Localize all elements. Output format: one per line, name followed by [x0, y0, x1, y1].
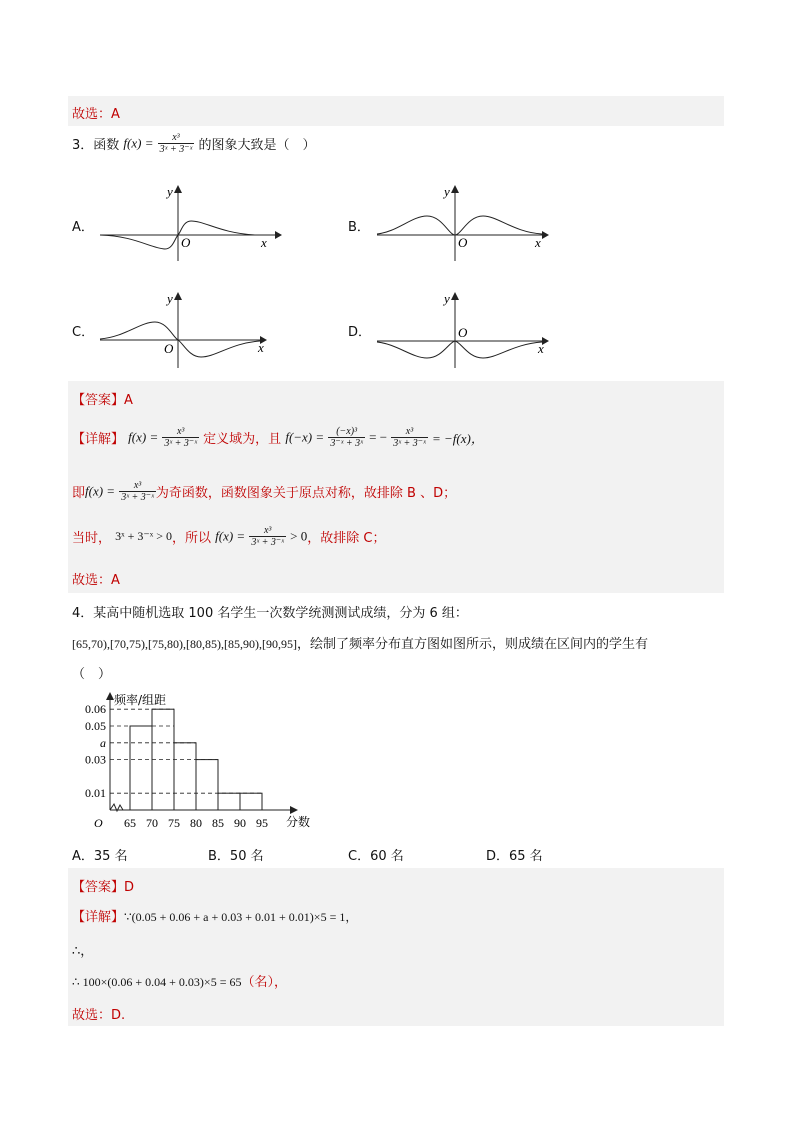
q3-d1-den3: 3ˣ + 3⁻ˣ: [393, 438, 426, 449]
q3-d3-ineq: 3ˣ + 3⁻ˣ > 0: [115, 529, 172, 543]
histogram-ytick-label: a: [100, 735, 106, 750]
q3-answer: [72, 389, 133, 408]
histogram-ytick-label: 0.03: [85, 752, 106, 767]
q3-d1-num: x³: [162, 426, 199, 438]
q3-d3-suffix: ，故排除 C；: [307, 531, 386, 546]
histogram-xtick-label: 70: [146, 816, 158, 830]
origin-label: O: [181, 235, 191, 250]
q3-d2-fx: f(x) =: [85, 483, 116, 499]
q3-d1-tail: = −f(x)，: [432, 431, 484, 446]
q3-detail-label: 【详解】: [72, 432, 125, 447]
q4-answer-label: 【答案】: [72, 880, 125, 895]
x-arrow: [542, 231, 549, 239]
q4-option-c: C．60 名: [348, 849, 404, 864]
histogram-bar: [130, 726, 152, 810]
q3-d1-num3: x³: [391, 426, 428, 438]
q3-detail-line2: [72, 480, 456, 503]
q4-paren: （ ）: [72, 667, 112, 682]
q4-detail-line1: [72, 906, 357, 925]
q3-d1-num2: (−x)³: [328, 426, 365, 438]
q3-d3-gt: > 0: [290, 528, 308, 544]
histogram-bar: [240, 793, 262, 810]
q3-numerator: x³: [158, 132, 195, 144]
histogram-xtick-label: 80: [190, 816, 202, 830]
histogram-bar: [174, 743, 196, 810]
q3-d2-frac: [119, 480, 156, 503]
q3-option-c-label: C．: [72, 325, 95, 340]
q4-detail-line3: [72, 971, 287, 990]
q3-detail-line1: [72, 426, 484, 449]
histogram-x-arrow: [290, 806, 298, 814]
q3-option-a-label: A．: [72, 220, 94, 235]
q3-detail-line3: [72, 525, 385, 548]
histogram-y-arrow: [106, 692, 114, 700]
q3-option-d-label: D．: [348, 325, 372, 340]
histogram-xtick-label: 95: [256, 816, 268, 830]
q3-d1-frac: [162, 426, 199, 449]
q3-stem-suffix: 的图象大致是（ ）: [198, 138, 316, 153]
q3-d3-prefix: 当时，: [72, 531, 112, 546]
q3-d2-den: 3ˣ + 3⁻ˣ: [121, 492, 154, 503]
q4-answer-value: D: [124, 880, 135, 895]
q3-d2-num: x³: [119, 480, 156, 492]
histogram-ylabel: 频率/组距: [114, 693, 167, 707]
q3-fraction: [158, 132, 195, 155]
origin-label: O: [458, 235, 468, 250]
q3-stem-prefix: 3．函数: [72, 138, 120, 153]
q3-d2-prefix: 即: [72, 486, 86, 501]
q4-detail3-unit: （名），: [241, 975, 287, 990]
q3-graph-b: [372, 183, 562, 263]
x-axis-label: x: [261, 235, 267, 250]
q4-option-d: D．65 名: [486, 849, 543, 864]
q4-detail1: ∵(0.05 + 0.06 + a + 0.03 + 0.01 + 0.01)×5 = 1，: [124, 910, 358, 924]
y-axis-label: y: [444, 184, 450, 199]
q4-detail-label: 【详解】: [72, 910, 125, 925]
histogram-xtick-label: 90: [234, 816, 246, 830]
histogram-xtick-label: 65: [124, 816, 136, 830]
q3-d3-den: 3ˣ + 3⁻ˣ: [251, 537, 284, 548]
q3-d1-frac2: [328, 426, 365, 449]
histogram-ytick-label: 0.05: [85, 719, 106, 733]
y-arrow: [174, 185, 182, 193]
q4-option-b: B．50 名: [208, 849, 264, 864]
histogram-bar: [196, 760, 218, 810]
q3-d3-fx: f(x) =: [215, 528, 246, 544]
q3-option-b-label: B．: [348, 220, 370, 235]
q3-d1-den2: 3⁻ˣ + 3ˣ: [330, 438, 363, 449]
histogram-ytick-label: 0.06: [85, 702, 106, 717]
q3-d1-mid: 定义域为，且: [203, 432, 282, 447]
q3-fx: f(x) =: [123, 135, 154, 151]
q4-stem: 4．某高中随机选取 100 名学生一次数学统测测试成绩，分为 6 组：: [72, 606, 468, 621]
q3-d3-num: x³: [249, 525, 286, 537]
histogram-ytick-label: 0.01: [85, 786, 106, 801]
q3-d1-eq: = −: [369, 429, 388, 445]
q3-graph-d: [372, 290, 562, 370]
q4-stem-line2: [72, 633, 648, 652]
x-axis-label: x: [538, 341, 544, 356]
y-axis-label: y: [167, 184, 173, 199]
q3-graph-a: [95, 183, 285, 263]
q3-d1-fx: f(x) =: [128, 429, 159, 445]
histogram-xtick-label: 85: [212, 816, 224, 830]
q3-d3-frac: [249, 525, 286, 548]
q4-stem2: ，绘制了频率分布直方图如图所示，则成绩在区间内的学生有: [296, 637, 648, 652]
q4-solution-band: [68, 868, 724, 1026]
x-axis-label: x: [535, 235, 541, 250]
histogram-xlabel: 分数: [286, 815, 311, 829]
histogram-bar: [218, 793, 240, 810]
x-arrow: [275, 231, 282, 239]
q4-detail3: ∴ 100×(0.06 + 0.04 + 0.03)×5 = 65: [72, 975, 242, 989]
curve: [377, 341, 542, 358]
q3-denominator: 3ˣ + 3⁻ˣ: [159, 144, 193, 155]
q3-answer-label: 【答案】: [72, 393, 125, 408]
histogram-xtick-label: 75: [168, 816, 180, 830]
q3-graph-c: [95, 290, 285, 370]
q3-d1-fneg: f(−x) =: [285, 429, 325, 445]
y-arrow: [451, 185, 459, 193]
q3-d2-suffix: 为奇函数，函数图象关于原点对称，故排除 B 、D；: [155, 486, 457, 501]
prev-answer-line: 故选：A: [72, 107, 120, 122]
q4-option-a: A．35 名: [72, 849, 128, 864]
y-axis-label: y: [167, 291, 173, 306]
q4-detail-line2: ∴，: [72, 944, 94, 959]
y-axis-label: y: [444, 291, 450, 306]
histogram: [70, 690, 330, 835]
q4-final: 故选：D.: [72, 1008, 126, 1023]
origin-label: O: [164, 341, 174, 356]
q4-answer: [72, 876, 134, 895]
q3-stem: [72, 132, 315, 155]
curve: [377, 216, 542, 235]
q3-d3-mid: ，所以: [171, 531, 211, 546]
y-arrow: [174, 292, 182, 300]
q3-answer-value: A: [124, 393, 133, 408]
histogram-origin: O: [94, 816, 103, 830]
y-arrow: [451, 292, 459, 300]
origin-label: O: [458, 325, 468, 340]
q3-final: 故选：A: [72, 573, 120, 588]
prev-answer-band: [68, 96, 724, 126]
x-axis-label: x: [258, 340, 264, 355]
q4-intervals: [65,70),[70,75),[75,80),[80,85),[85,90),[90,95]: [72, 637, 297, 651]
q3-d1-den: 3ˣ + 3⁻ˣ: [164, 438, 198, 449]
q3-d1-frac3: [391, 426, 428, 449]
